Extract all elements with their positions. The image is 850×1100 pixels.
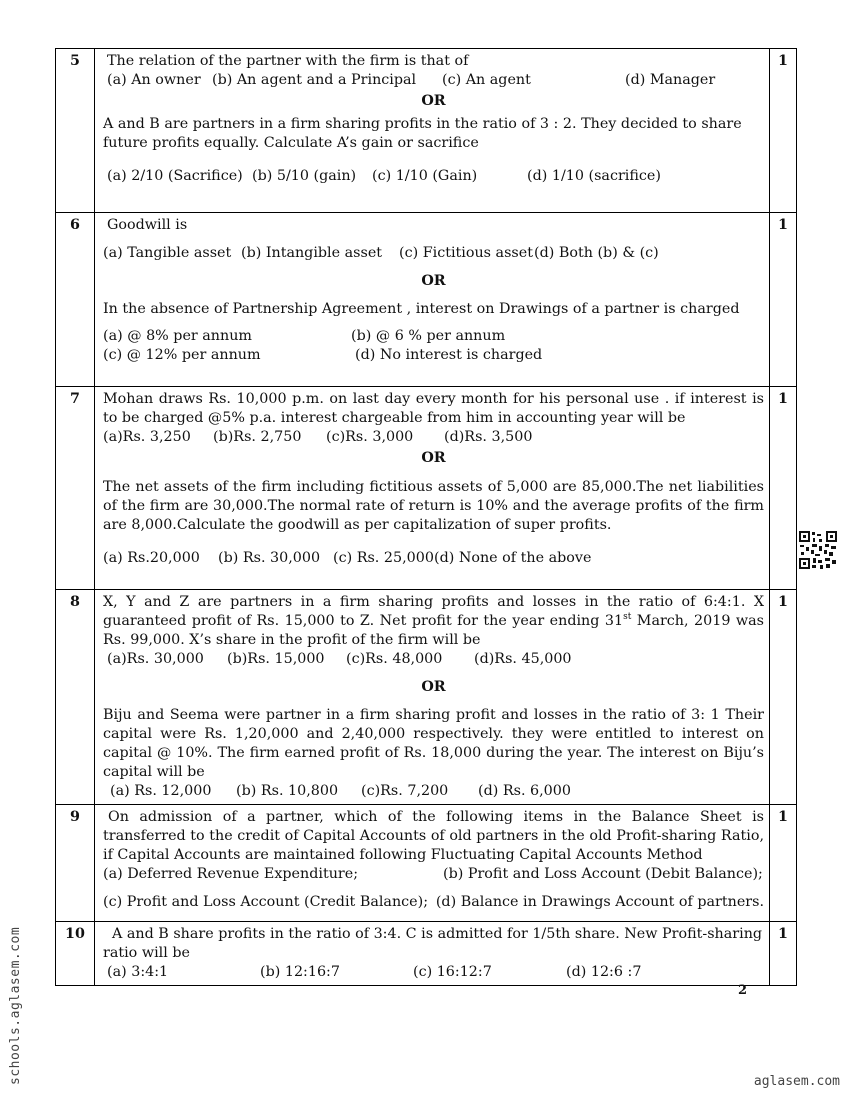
option: (d) 1/10 (sacrifice) xyxy=(527,168,661,184)
question-body xyxy=(95,922,770,986)
question-row xyxy=(56,213,797,387)
question-marks: 1 xyxy=(770,922,797,986)
option: (a)Rs. 3,250 xyxy=(103,429,191,445)
question-body xyxy=(95,805,770,922)
option: (d) Both (b) & (c) xyxy=(534,245,659,261)
option: (a) 3:4:1 xyxy=(107,964,169,980)
option: (b)Rs. 2,750 xyxy=(213,429,302,445)
options-row xyxy=(103,549,764,568)
option: (c) 1/10 (Gain) xyxy=(372,168,478,184)
question-row xyxy=(56,805,797,922)
question-text: Goodwill is xyxy=(107,217,188,233)
question-body xyxy=(95,387,770,590)
options-row xyxy=(103,346,764,365)
option: (b) 5/10 (gain) xyxy=(252,168,357,184)
option: (b) An agent and a Principal xyxy=(212,72,417,88)
options-row xyxy=(103,865,764,884)
options-row xyxy=(103,244,764,263)
question-marks: 1 xyxy=(770,387,797,590)
superscript: st xyxy=(623,612,632,623)
options-row xyxy=(103,650,764,669)
option: (a) 2/10 (Sacrifice) xyxy=(107,168,243,184)
option: (d) No interest is charged xyxy=(355,347,543,363)
question-body xyxy=(95,49,770,213)
qr-code-icon xyxy=(798,530,838,570)
question-number: 6 xyxy=(56,213,95,387)
option: (a) An owner xyxy=(107,72,201,88)
option: (a) Deferred Revenue Expenditure; xyxy=(103,866,359,882)
option: (b) 12:16:7 xyxy=(260,964,340,980)
option: (a) @ 8% per annum xyxy=(103,328,252,344)
option: (a) Rs. 12,000 xyxy=(110,783,212,799)
or-separator: OR xyxy=(421,273,446,289)
question-text: A and B are partners in a firm sharing profits in the ratio of 3 : 2. They decided to share future profits equally. Calculate A’s gain or sacrifice xyxy=(103,116,742,151)
question-marks: 1 xyxy=(770,49,797,213)
question-marks: 1 xyxy=(770,590,797,805)
question-row xyxy=(56,590,797,805)
option: (d) Balance in Drawings Account of partners. xyxy=(435,894,764,910)
options-row xyxy=(103,428,764,447)
question-row xyxy=(56,922,797,986)
question-number: 7 xyxy=(56,387,95,590)
options-row xyxy=(103,71,764,90)
option: (a)Rs. 30,000 xyxy=(107,651,204,667)
option: (c) An agent xyxy=(442,72,531,88)
option: (b) Rs. 30,000 xyxy=(218,550,321,566)
side-watermark: schools.aglasem.com xyxy=(8,926,23,1085)
options-row xyxy=(103,963,764,982)
option: (c) @ 12% per annum xyxy=(103,347,261,363)
option: (d) Manager xyxy=(625,72,716,88)
option: (c) Profit and Loss Account (Credit Balance); xyxy=(103,894,429,910)
or-separator: OR xyxy=(421,679,446,695)
question-text: In the absence of Partnership Agreement , interest on Drawings of a partner is charged xyxy=(103,301,740,317)
option: (c)Rs. 48,000 xyxy=(346,651,443,667)
option: (d)Rs. 3,500 xyxy=(444,429,533,445)
question-number: 8 xyxy=(56,590,95,805)
question-text xyxy=(103,593,764,650)
question-marks: 1 xyxy=(770,805,797,922)
question-number: 10 xyxy=(56,922,95,986)
question-body xyxy=(95,213,770,387)
option: (b) Profit and Loss Account (Debit Balance); xyxy=(443,866,763,882)
question-row xyxy=(56,387,797,590)
option: (d) Rs. 6,000 xyxy=(478,783,571,799)
options-row xyxy=(103,167,764,186)
question-text-part: March, 2019 was Rs. 99,000. X’s share in the profit of the firm will be xyxy=(103,613,764,648)
questions-table xyxy=(55,48,797,986)
question-body xyxy=(95,590,770,805)
option: (c)Rs. 7,200 xyxy=(361,783,449,799)
option: (a) Rs.20,000 xyxy=(103,550,200,566)
option: (b) Intangible asset xyxy=(241,245,383,261)
option: (a) Tangible asset xyxy=(103,245,232,261)
option: (c)Rs. 3,000 xyxy=(326,429,414,445)
or-separator: OR xyxy=(421,450,446,466)
option: (c) 16:12:7 xyxy=(413,964,492,980)
option: (d)Rs. 45,000 xyxy=(474,651,572,667)
bottom-watermark: aglasem.com xyxy=(753,1074,840,1089)
option: (b)Rs. 15,000 xyxy=(227,651,325,667)
question-text: On admission of a partner, which of the following items in the Balance Sheet is transferred to the credit of Capital Accounts of old partners in the old Profit-sharing Ratio, if Capital Accounts are maintained following Fluctuating Capital Accounts Method xyxy=(103,809,764,863)
options-row xyxy=(103,327,764,346)
question-text-part: X, Y and Z are partners in a firm sharing profits and losses in the ratio of 6:4:1. X guaranteed profit of Rs. 15,000 to Z. Net profit for the year ending 31 xyxy=(103,594,764,629)
question-text: The relation of the partner with the firm is that of xyxy=(107,53,469,69)
option: (c) Rs. 25,000 xyxy=(333,550,434,566)
option: (b) @ 6 % per annum xyxy=(351,328,506,344)
question-text: Biju and Seema were partner in a firm sharing profit and losses in the ratio of 3: 1 Their capital were Rs. 1,20,000 and 2,40,000 respectively. they were entitled to interest on capital @ 10%. The firm earned profit of Rs. 18,000 during the year. The interest on Biju’s capital will be xyxy=(103,707,764,780)
options-row xyxy=(103,893,764,912)
or-separator: OR xyxy=(421,93,446,109)
option: (b) Rs. 10,800 xyxy=(236,783,339,799)
question-marks: 1 xyxy=(770,213,797,387)
option: (c) Fictitious asset xyxy=(399,245,533,261)
question-text: A and B share profits in the ratio of 3:4. C is admitted for 1/5th share. New Profit-sharing ratio will be xyxy=(103,926,763,961)
question-text: Mohan draws Rs. 10,000 p.m. on last day every month for his personal use . if interest is to be charged @5% p.a. interest chargeable from him in accounting year will be xyxy=(103,391,764,426)
question-text: The net assets of the firm including fictitious assets of 5,000 are 85,000.The net liabilities of the firm are 30,000.The normal rate of return is 10% and the average profits of the firm are 8,000.Calculate the goodwill as per capitalization of super profits. xyxy=(103,479,764,533)
question-row xyxy=(56,49,797,213)
question-number: 5 xyxy=(56,49,95,213)
option: (d) None of the above xyxy=(434,550,592,566)
page-number: 2 xyxy=(738,983,748,998)
options-row xyxy=(103,782,764,801)
question-number: 9 xyxy=(56,805,95,922)
option: (d) 12:6 :7 xyxy=(566,964,642,980)
